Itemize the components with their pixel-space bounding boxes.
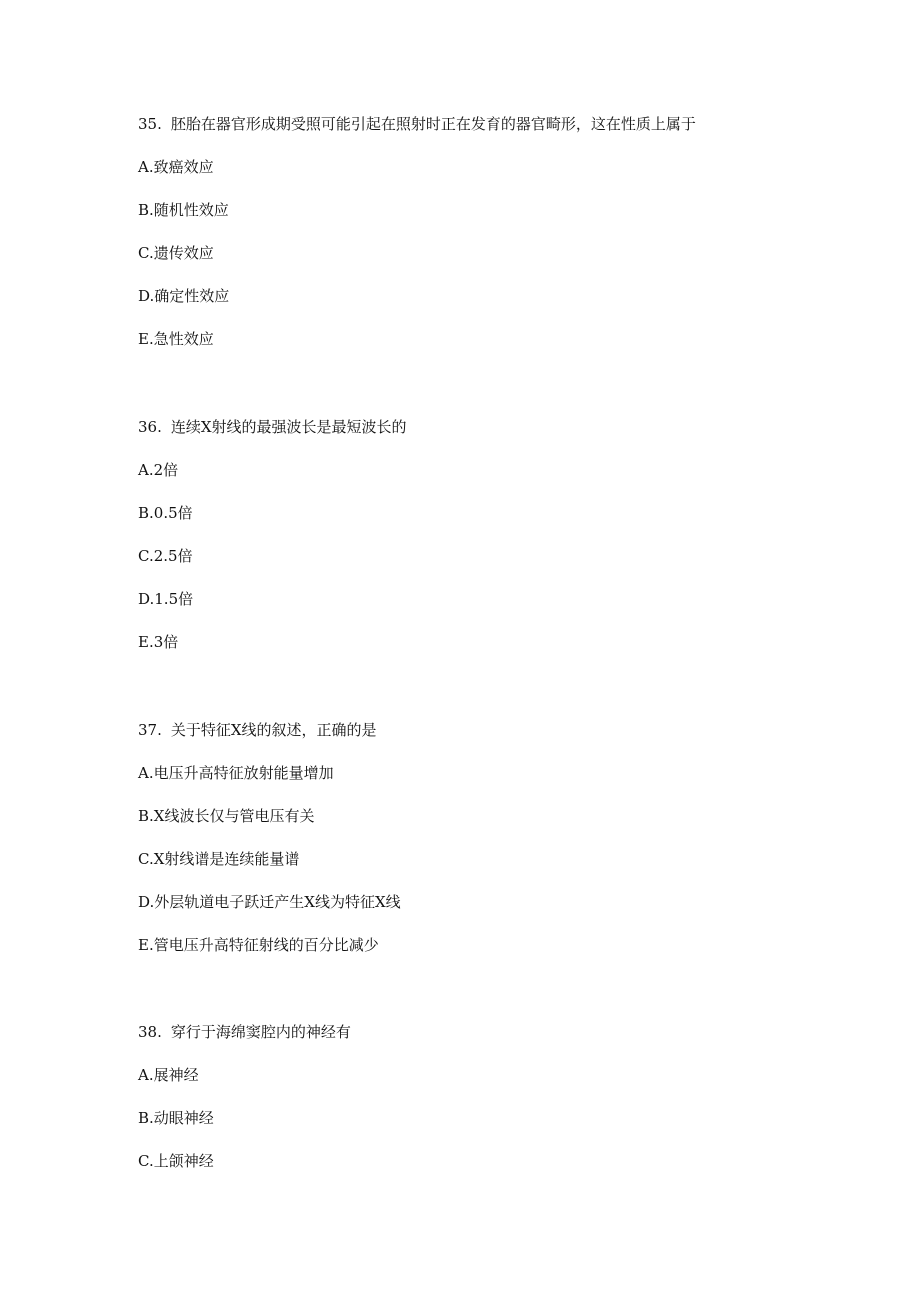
question-number: 36. — [138, 418, 162, 436]
option-c: C.X射线谱是连续能量谱 — [138, 850, 300, 868]
option-c: C.上颌神经 — [138, 1152, 214, 1170]
question-text: 胚胎在器官形成期受照可能引起在照射时正在发育的器官畸形，这在性质上属于 — [170, 115, 696, 133]
question-stem — [138, 416, 858, 438]
question-stem — [138, 1021, 858, 1043]
option-c: C.2.5倍 — [138, 547, 193, 565]
option-a: A.2倍 — [138, 461, 179, 479]
option-b: B.0.5倍 — [138, 504, 193, 522]
question-text: 连续X射线的最强波长是最短波长的 — [170, 418, 407, 436]
question-35 — [138, 113, 858, 350]
question-stem — [138, 719, 858, 741]
question-38 — [138, 1021, 858, 1172]
option-e: E.3倍 — [138, 633, 179, 651]
option-b: B.随机性效应 — [138, 201, 229, 219]
question-number: 37. — [138, 721, 162, 739]
question-37 — [138, 719, 858, 956]
question-number: 38. — [138, 1023, 162, 1041]
question-text: 穿行于海绵窦腔内的神经有 — [170, 1023, 351, 1041]
option-c: C.遗传效应 — [138, 244, 214, 262]
question-36 — [138, 416, 858, 653]
option-a: A.展神经 — [138, 1066, 199, 1084]
option-e: E.管电压升高特征射线的百分比减少 — [138, 936, 379, 954]
option-d: D.确定性效应 — [138, 287, 230, 305]
option-a: A.致癌效应 — [138, 158, 214, 176]
option-d: D.1.5倍 — [138, 590, 194, 608]
question-number: 35. — [138, 115, 162, 133]
option-b: B.动眼神经 — [138, 1109, 214, 1127]
option-a: A.电压升高特征放射能量增加 — [138, 764, 334, 782]
option-e: E.急性效应 — [138, 330, 214, 348]
question-text: 关于特征X线的叙述，正确的是 — [170, 721, 377, 739]
option-d: D.外层轨道电子跃迁产生X线为特征X线 — [138, 893, 401, 911]
question-stem — [138, 113, 858, 135]
option-b: B.X线波长仅与管电压有关 — [138, 807, 315, 825]
